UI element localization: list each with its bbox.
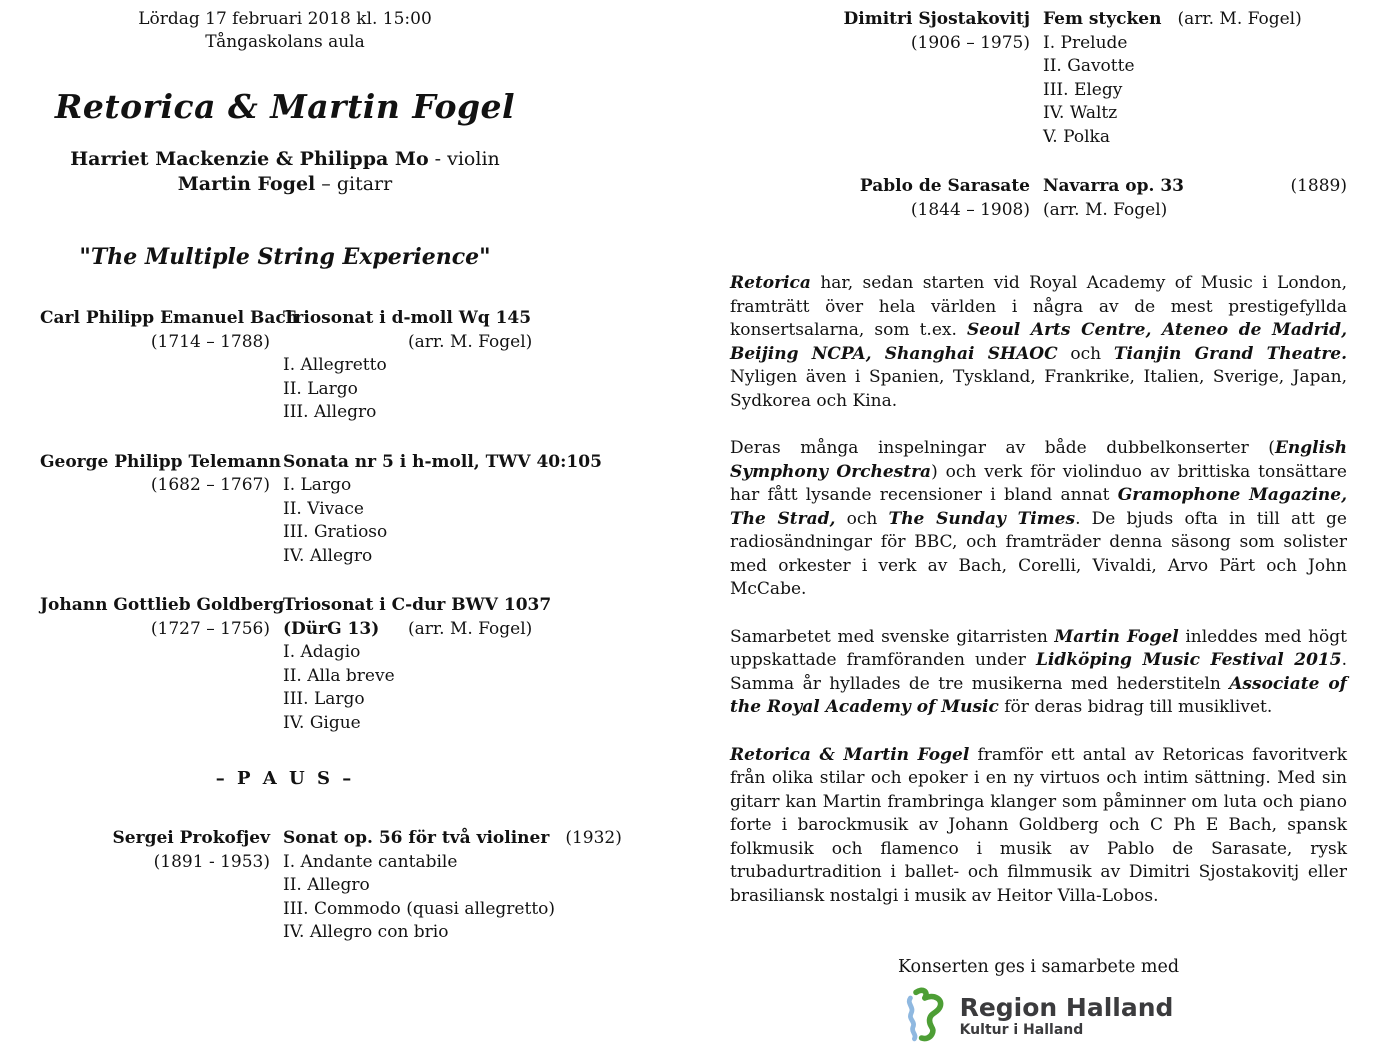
work-catalog: (DürG 13) xyxy=(283,618,380,639)
logo-title: Region Halland xyxy=(959,992,1174,1022)
movement-line: III. Allegro xyxy=(283,402,377,422)
performer-line xyxy=(40,147,530,172)
biography-section xyxy=(730,272,1347,908)
performer-names: Harriet Mackenzie & Philippa Mo xyxy=(70,148,429,170)
work-title: Triosonat i d-moll Wq 145 xyxy=(283,308,532,328)
composer-dates: (1891 - 1953) xyxy=(153,851,270,872)
program-item xyxy=(730,175,1347,222)
movement-line: III. Commodo (quasi allegretto) xyxy=(283,898,556,919)
work-arranger: (arr. M. Fogel) xyxy=(1177,9,1302,29)
movement-line: II. Alla breve xyxy=(283,665,395,686)
event-subtitle: "The Multiple String Experience" xyxy=(79,244,491,270)
composer-dates: (1682 – 1767) xyxy=(150,475,270,495)
work-title: Sonata nr 5 i h-moll, TWV 40:105 xyxy=(283,451,602,472)
program-item xyxy=(40,307,600,425)
movement-line: II. Gavotte xyxy=(1043,56,1135,76)
logo-subtitle: Kultur i Halland xyxy=(959,1021,1084,1038)
event-date: Lördag 17 februari 2018 kl. 15:00 xyxy=(138,9,432,29)
movement-line: I. Adagio xyxy=(283,642,361,662)
composer-dates: (1844 – 1908) xyxy=(910,199,1030,220)
movement-line: III. Elegy xyxy=(1043,79,1123,100)
partnership-caption: Konserten ges i samarbete med xyxy=(897,957,1180,977)
performers-block xyxy=(40,147,530,197)
event-header xyxy=(40,8,530,271)
movement-line: I. Prelude xyxy=(1043,32,1128,53)
bio-paragraph: Samarbetet med svenske gitarristen Martin Fogel inleddes med högt uppskattade framföranden under Lidköping Music Festival 2015. Samma år hyllades de tre musikerna med hederstiteln Associate of the Royal Academy of Music för deras bidrag till musiklivet. xyxy=(730,626,1347,717)
composer-name: Dimitri Sjostakovitj xyxy=(843,9,1030,29)
program-item xyxy=(40,451,600,569)
performer-names: Martin Fogel xyxy=(177,173,316,195)
left-column xyxy=(40,8,622,971)
movement-line: II. Allegro xyxy=(283,875,370,895)
program-list-right xyxy=(730,8,1347,222)
movement-line: IV. Gigue xyxy=(283,712,361,733)
movement-line: V. Polka xyxy=(1043,126,1110,147)
movement-line: I. Largo xyxy=(283,475,352,495)
composer-name: Sergei Prokofjev xyxy=(112,828,270,848)
work-arranger: (arr. M. Fogel) xyxy=(408,331,533,352)
composer-name: Johann Gottlieb Goldberg xyxy=(40,595,285,615)
performer-role: – gitarr xyxy=(315,173,393,195)
composer-name: George Philipp Telemann xyxy=(40,451,281,472)
composer-dates: (1906 – 1975) xyxy=(910,32,1030,53)
event-title: Retorica & Martin Fogel xyxy=(54,87,516,126)
composer-dates: (1714 – 1788) xyxy=(150,331,270,352)
halland-outline-icon xyxy=(904,985,952,1047)
movement-line: III. Gratioso xyxy=(283,522,388,542)
composer-name: Carl Philipp Emanuel Bach xyxy=(40,308,299,328)
work-title: Navarra op. 33 xyxy=(1043,176,1185,196)
bio-paragraph: Deras många inspelningar av både dubbelkonserter (English Symphony Orchestra) och verk för violinduo av brittiska tonsättare har fått lysande recensioner i bland annat Gramophone Magazine, The Strad, och The Sunday Times. De bjuds ofta in till att ge radiosändningar för BBC, och framträder denna säsong som solister med orkester i verk av Bach, Corelli, Vivaldi, Arvo Pärt och John McCabe. xyxy=(730,438,1348,599)
performer-line xyxy=(40,172,530,197)
program-item xyxy=(40,827,622,945)
composer-dates: (1727 – 1756) xyxy=(150,618,270,639)
event-venue: Tångaskolans aula xyxy=(205,32,365,52)
work-arranger: (arr. M. Fogel) xyxy=(408,618,533,639)
program-item xyxy=(40,594,600,735)
work-year: (1932) xyxy=(565,828,622,848)
movement-line: I. Andante cantabile xyxy=(283,851,458,872)
program-list-left xyxy=(40,307,622,945)
work-title: Sonat op. 56 för två violiner xyxy=(283,828,550,848)
bio-paragraph: Retorica har, sedan starten vid Royal Academy of Music i London, framträtt över hela världen i några av de mest prestigefyllda konsertsalarna, som t.ex. Seoul Arts Centre, Ateneo de Madrid, Beijing NCPA, Shanghai SHAOC och Tianjin Grand Theatre. Nyligen även i Spanien, Tyskland, Frankrike, Italien, Sverige, Japan, Sydkorea och Kina. xyxy=(730,273,1348,411)
movement-line: I. Allegretto xyxy=(283,355,387,375)
work-arranger: (arr. M. Fogel) xyxy=(1043,199,1168,220)
work-title: Triosonat i C-dur BWV 1037 xyxy=(283,595,552,615)
right-column xyxy=(730,8,1347,1047)
bio-paragraph: Retorica & Martin Fogel framför ett antal av Retoricas favoritverk från olika stilar och epoker i en ny virtuos och intim sättning. Med sin gitarr kan Martin frambringa klanger som påminner om luta och piano forte i barockmusik av Johann Goldberg och C Ph E Bach, spansk folkmusik och flamenco i musik av Pablo de Sarasate, rysk trubadurtradition i ballet- och filmmusik av Dimitri Sjostakovitj eller brasiliansk nostalgi i musik av Heitor Villa-Lobos. xyxy=(730,744,1348,906)
performer-role: - violin xyxy=(428,148,500,170)
work-year: (1889) xyxy=(1290,176,1347,196)
movement-line: II. Vivace xyxy=(283,498,364,519)
work-title: Fem stycken xyxy=(1043,9,1162,29)
movement-line: IV. Allegro con brio xyxy=(283,922,449,942)
movement-line: IV. Allegro xyxy=(283,545,373,566)
pause-divider: – P A U S – xyxy=(215,768,355,789)
program-item xyxy=(730,8,1347,149)
movement-line: IV. Waltz xyxy=(1043,103,1118,123)
movement-line: III. Largo xyxy=(283,689,365,709)
movement-line: II. Largo xyxy=(283,378,358,399)
region-halland-logo xyxy=(730,985,1347,1047)
composer-name: Pablo de Sarasate xyxy=(859,176,1030,196)
